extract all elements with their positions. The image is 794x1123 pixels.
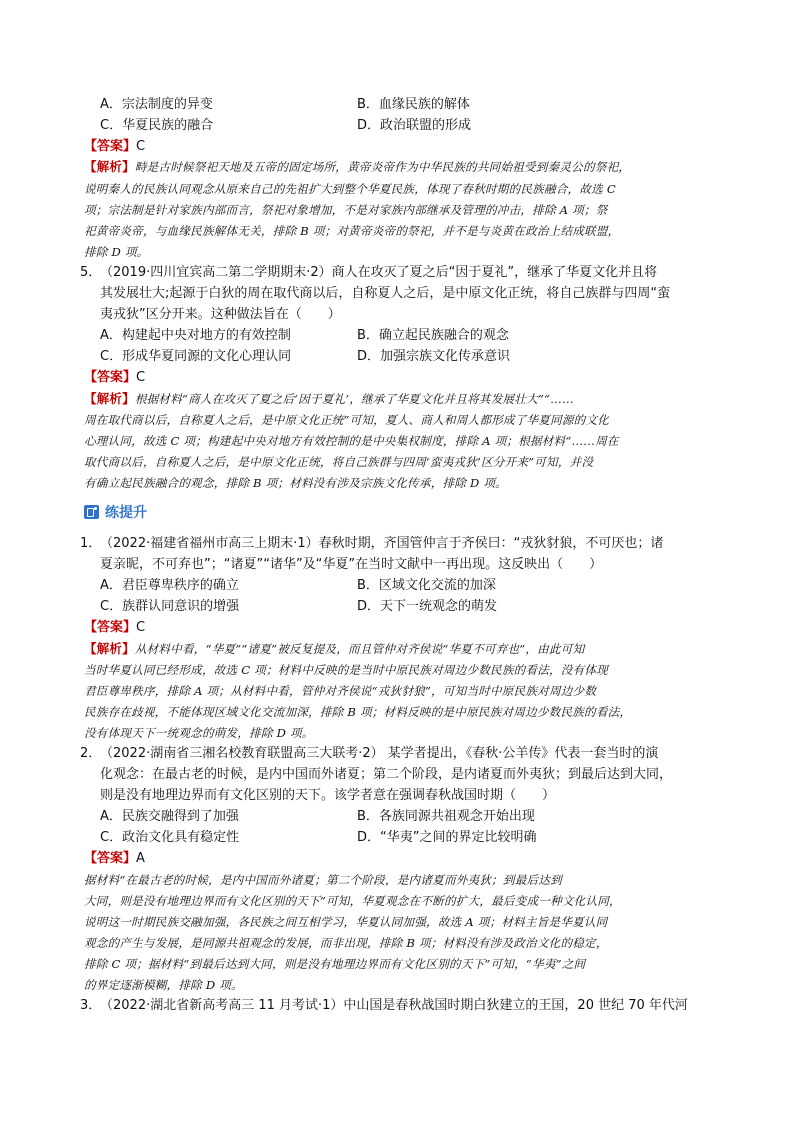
- explanation-line: 有确立起民族融合的观念，排除 B 项；材料没有涉及宗族文化传承，排除 D 项。: [84, 476, 507, 490]
- explanation-line: 没有体现天下一统观念的萌发，排除 D 项。: [84, 726, 314, 740]
- option-b: B．区域文化交流的加深: [357, 578, 496, 593]
- question-number: 5．: [80, 265, 102, 280]
- explanation-line: 周在取代商以后，自称夏人之后，是中原文化正统”可知，夏人、商人和周人都形成了华夏同源的文化: [84, 413, 610, 427]
- question-text: 其发展壮大;起源于白狄的周在取代商以后，自称夏人之后，是中原文化正统，将自己族群与四周“蛮: [100, 286, 671, 301]
- section-header: [84, 502, 147, 522]
- explanation-line: 取代商以后，自称夏人之后，是中原文化正统，将自己族群与四周‘蛮夷戎狄’区分开来”可知，并没: [84, 455, 594, 469]
- explanation-line: 项；宗法制是针对家族内部而言，祭祀对象增加，不是对家族内部继承及管理的冲击，排除 A 项；祭: [84, 203, 608, 217]
- answer-line: [84, 138, 145, 156]
- question-text: （2022·湖北省新高考高三 11 月考试·1）中山国是春秋战国时期白狄建立的王国，20 世纪 70 年代河: [100, 998, 688, 1013]
- explanation-line: 排除 D 项。: [84, 245, 149, 259]
- option-a: A．民族交融得到了加强: [100, 809, 239, 824]
- option-d: D．天下一统观念的萌发: [357, 599, 498, 614]
- explanation-line: 心理认同，故选 C 项；构建起中央对地方有效控制的是中央集权制度，排除 A 项；根据材料“……周在: [84, 434, 619, 448]
- answer-line: [84, 369, 145, 387]
- explanation-line: 的界定逐渐模糊，排除 D 项。: [84, 978, 243, 992]
- question-text: （2022·福建省福州市高三上期末·1）春秋时期，齐国管仲言于齐侯曰：“戎狄豺狼，不可厌也；诸: [100, 536, 664, 551]
- option-d: D．“华夷”之间的界定比较明确: [357, 830, 537, 845]
- option-c: C．族群认同意识的增强: [100, 599, 240, 614]
- answer-value: C: [136, 139, 146, 154]
- explanation-line: 说明秦人的民族认同观念从原来自己的先祖扩大到整个华夏民族，体现了春秋时期的民族融合，故选 C: [84, 182, 616, 196]
- question-text: 则是没有地理边界而有文化区别的天下。该学者意在强调春秋战国时期（ ）: [100, 788, 556, 803]
- explanation-label: 【解析】: [84, 391, 135, 406]
- answer-line: [84, 619, 145, 637]
- explanation-line: 说明这一时期民族交融加强，各民族之间互相学习，华夏认同加强，故选 A 项；材料主旨是华夏认同: [84, 915, 608, 929]
- explanation-line: 大同，则是没有地理边界而有文化区别的天下”可知，华夏观念在不断的扩大，最后变成一种文化认同，: [84, 894, 621, 908]
- answer-label: 【答案】: [84, 620, 137, 635]
- explanation-line: 据材料“在最古老的时候，是内中国而外诸夏；第二个阶段，是内诸夏而外夷狄；到最后达到: [84, 873, 562, 887]
- option-b: B．确立起民族融合的观念: [357, 328, 509, 343]
- explanation-line: 【解析】从材料中看，“华夏”“诸夏”被反复提及，而且管仲对齐侯说“华夏不可弃也”，由此可知: [84, 641, 585, 656]
- explanation-label: 【解析】: [84, 159, 135, 174]
- question-number: 2．: [80, 746, 102, 761]
- explanation-label: 【解析】: [84, 641, 135, 656]
- question-text: 夏亲昵，不可弃也”；“诸夏”“诸华”及“华夏”在当时文献中一再出现。这反映出（ ）: [100, 557, 603, 572]
- question-number: 1．: [80, 536, 102, 551]
- explanation-line: 排除 C 项；据材料“到最后达到大同，则是没有地理边界而有文化区别的天下”可知，“华夷”之间: [84, 957, 586, 971]
- question-text: 夷戎狄”区分开来。这种做法旨在（ ）: [100, 307, 341, 322]
- answer-value: A: [136, 851, 145, 866]
- option-b: B．血缘民族的解体: [357, 97, 470, 112]
- question-number: 3．: [80, 998, 102, 1013]
- option-c: C．形成华夏同源的文化心理认同: [100, 349, 292, 364]
- question-text: （2022·湖南省三湘名校教育联盟高三大联考·2） 某学者提出，《春秋·公羊传》代表一套当时的演: [100, 746, 659, 761]
- explanation-line: 【解析】根据材料“商人在攻灭了夏之后‘因于夏礼’，继承了华夏文化并且将其发展壮大”“……: [84, 391, 574, 406]
- explanation-line: 【解析】畤是古时候祭祀天地及五帝的固定场所，黄帝炎帝作为中华民族的共同始祖受到秦灵公的祭祀，: [84, 159, 631, 174]
- option-a: A．构建起中央对地方的有效控制: [100, 328, 291, 343]
- option-a: A．宗法制度的异变: [100, 97, 213, 112]
- answer-label: 【答案】: [84, 370, 137, 385]
- answer-label: 【答案】: [84, 139, 137, 154]
- answer-line: [84, 850, 145, 868]
- option-c: C．华夏民族的融合: [100, 118, 214, 133]
- answer-value: C: [136, 370, 146, 385]
- section-title: 练提升: [105, 505, 147, 521]
- explanation-line: 祀黄帝炎帝，与血缘民族解体无关，排除 B 项；对黄帝炎帝的祭祀，并不是与炎黄在政治上结成联盟，: [84, 224, 620, 238]
- explanation-line: 民族存在歧视，不能体现区域文化交流加深，排除 B 项；材料反映的是中原民族对周边少数民族的看法，: [84, 705, 632, 719]
- option-a: A．君臣尊卑秩序的确立: [100, 578, 239, 593]
- explanation-line: 观念的产生与发展，是同源共祖观念的发展，而非出现，排除 B 项；材料没有涉及政治文化的稳定，: [84, 936, 608, 950]
- explanation-line: 君臣尊卑秩序，排除 A 项；从材料中看，管仲对齐侯说“戎狄豺狼”，可知当时中原民族对周边少数: [84, 684, 597, 698]
- question-text: （2019·四川宜宾高二第二学期期末·2）商人在攻灭了夏之后“因于夏礼”，继承了华夏文化并且将: [100, 265, 658, 280]
- option-d: D．政治联盟的形成: [357, 118, 472, 133]
- option-d: D．加强宗族文化传承意识: [357, 349, 511, 364]
- question-text: 化观念：在最古老的时候，是内中国而外诸夏；第二个阶段，是内诸夏而外夷狄；到最后达到大同，: [100, 767, 673, 782]
- option-c: C．政治文化具有稳定性: [100, 830, 240, 845]
- option-b: B．各族同源共祖观念开始出现: [357, 809, 535, 824]
- explanation-line: 当时华夏认同已经形成，故选 C 项；材料中反映的是当时中原民族对周边少数民族的看法，没有体现: [84, 663, 608, 677]
- book-icon: [84, 505, 99, 519]
- answer-label: 【答案】: [84, 851, 137, 866]
- answer-value: C: [136, 620, 146, 635]
